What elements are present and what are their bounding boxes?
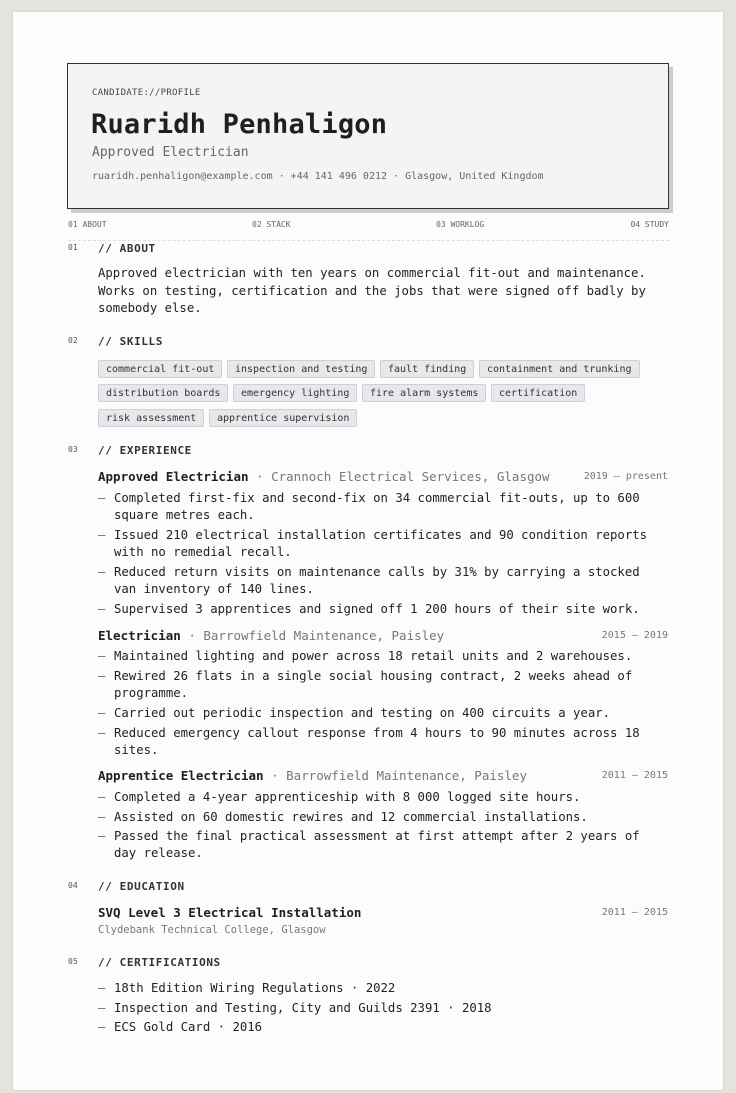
skill-chip: fault finding <box>380 360 474 378</box>
contact-line: ruaridh.penhaligon@example.com · +44 141 496 0212 · Glasgow, United Kingdom <box>92 171 544 182</box>
bullet-dash: – <box>98 1001 106 1015</box>
skill-chip: inspection and testing <box>227 360 375 378</box>
job-bullet <box>98 789 669 806</box>
skill-chip: distribution boards <box>98 384 228 402</box>
tab-worklog[interactable]: 03 WORKLOG <box>436 220 485 229</box>
job-dates: 2015 – 2019 <box>601 630 668 641</box>
bullet-text: Maintained lighting and power across 18 retail units and 2 warehouses. <box>114 649 633 663</box>
job-role: Approved Electrician <box>98 469 249 484</box>
bullet-dash: – <box>98 1020 106 1034</box>
job-employer: · Crannoch Electrical Services, Glasgow <box>248 469 550 484</box>
section-nav <box>68 220 669 241</box>
bullet-text: Rewired 26 flats in a single social housing contract, 2 weeks ahead of programme. <box>114 669 633 700</box>
job-bullet <box>98 527 669 561</box>
education-dates: 2011 – 2015 <box>601 907 668 918</box>
certification-text: 18th Edition Wiring Regulations · 2022 <box>114 981 396 995</box>
bullet-dash: – <box>98 528 106 542</box>
job-employer: · Barrowfield Maintenance, Paisley <box>180 628 445 643</box>
bullet-text: Issued 210 electrical installation certificates and 90 condition reports with no remedial recall. <box>114 528 648 559</box>
job-bullet <box>98 828 669 862</box>
bullet-dash: – <box>98 790 106 804</box>
bullet-dash: – <box>98 491 106 505</box>
candidate-name: Ruaridh Penhaligon <box>91 109 388 140</box>
bullet-text: Assisted on 60 domestic rewires and 12 commercial installations. <box>114 810 588 824</box>
bullet-text: Completed a 4-year apprenticeship with 8 000 logged site hours. <box>114 790 581 804</box>
tab-about[interactable]: 01 ABOUT <box>68 220 107 229</box>
job-bullet <box>98 705 669 722</box>
job-dates: 2011 – 2015 <box>601 770 668 781</box>
bullet-text: Passed the final practical assessment at first attempt after 2 years of day release. <box>114 829 640 860</box>
job-bullet <box>98 668 669 702</box>
skill-chip: containment and trunking <box>479 360 640 378</box>
bullet-dash: – <box>98 829 106 843</box>
certifications-heading: // CERTIFICATIONS <box>98 956 221 969</box>
skills-number: 02 <box>68 336 78 345</box>
education-heading: // EDUCATION <box>98 880 185 893</box>
bullet-dash: – <box>98 726 106 740</box>
education-header <box>98 905 668 920</box>
job-employer: · Barrowfield Maintenance, Paisley <box>263 768 527 783</box>
skill-chip: risk assessment <box>98 409 204 427</box>
bullet-text: Reduced emergency callout response from 4 hours to 90 minutes across 18 sites. <box>114 726 640 757</box>
certification-item <box>98 1000 669 1017</box>
job-bullet <box>98 809 669 826</box>
education-school: Clydebank Technical College, Glasgow <box>98 924 326 936</box>
certifications-number: 05 <box>68 957 78 966</box>
job-header <box>98 768 668 783</box>
skill-chip: fire alarm systems <box>362 384 486 402</box>
job-bullet <box>98 490 669 524</box>
certification-item <box>98 1019 669 1036</box>
job-bullet <box>98 564 669 598</box>
about-heading: // ABOUT <box>98 242 156 255</box>
resume-page <box>13 12 723 1090</box>
job-role: Electrician <box>98 628 181 643</box>
skill-chip: certification <box>491 384 585 402</box>
bullet-text: Completed first-fix and second-fix on 34 commercial fit-outs, up to 600 square metres each. <box>114 491 640 522</box>
certification-item <box>98 980 669 997</box>
experience-heading: // EXPERIENCE <box>98 444 192 457</box>
about-number: 01 <box>68 243 78 252</box>
bullet-dash: – <box>98 810 106 824</box>
certification-text: ECS Gold Card · 2016 <box>114 1020 263 1034</box>
education-degree: SVQ Level 3 Electrical Installation <box>98 905 362 920</box>
bullet-dash: – <box>98 706 106 720</box>
experience-number: 03 <box>68 445 78 454</box>
education-number: 04 <box>68 881 78 890</box>
bullet-text: Supervised 3 apprentices and signed off 1 200 hours of their site work. <box>114 602 640 616</box>
certification-text: Inspection and Testing, City and Guilds 2391 · 2018 <box>114 1001 492 1015</box>
job-dates: 2019 – present <box>583 471 668 482</box>
job-bullet <box>98 601 669 618</box>
candidate-title: Approved Electrician <box>92 145 249 160</box>
tab-study[interactable]: 04 STUDY <box>630 220 669 229</box>
skill-chip: apprentice supervision <box>209 409 357 427</box>
profile-header <box>67 63 669 209</box>
tab-stack[interactable]: 02 STACK <box>252 220 291 229</box>
header-eyebrow: CANDIDATE://PROFILE <box>92 88 201 98</box>
job-bullet <box>98 725 669 759</box>
skill-chip: emergency lighting <box>233 384 357 402</box>
bullet-dash: – <box>98 669 106 683</box>
skill-chip: commercial fit-out <box>98 360 222 378</box>
job-bullet <box>98 648 669 665</box>
bullet-text: Carried out periodic inspection and testing on 400 circuits a year. <box>114 706 611 720</box>
job-role: Apprentice Electrician <box>98 768 264 783</box>
bullet-dash: – <box>98 981 106 995</box>
job-header <box>98 469 668 484</box>
skills-heading: // SKILLS <box>98 335 164 348</box>
bullet-text: Reduced return visits on maintenance calls by 31% by carrying a stocked van inventory of 140 lines. <box>114 565 640 596</box>
bullet-dash: – <box>98 602 106 616</box>
job-header <box>98 628 668 643</box>
bullet-dash: – <box>98 565 106 579</box>
bullet-dash: – <box>98 649 106 663</box>
about-text: Approved electrician with ten years on commercial fit-out and maintenance. Works on testing, certification and the jobs that were signed off badly by somebody else. <box>98 266 646 315</box>
